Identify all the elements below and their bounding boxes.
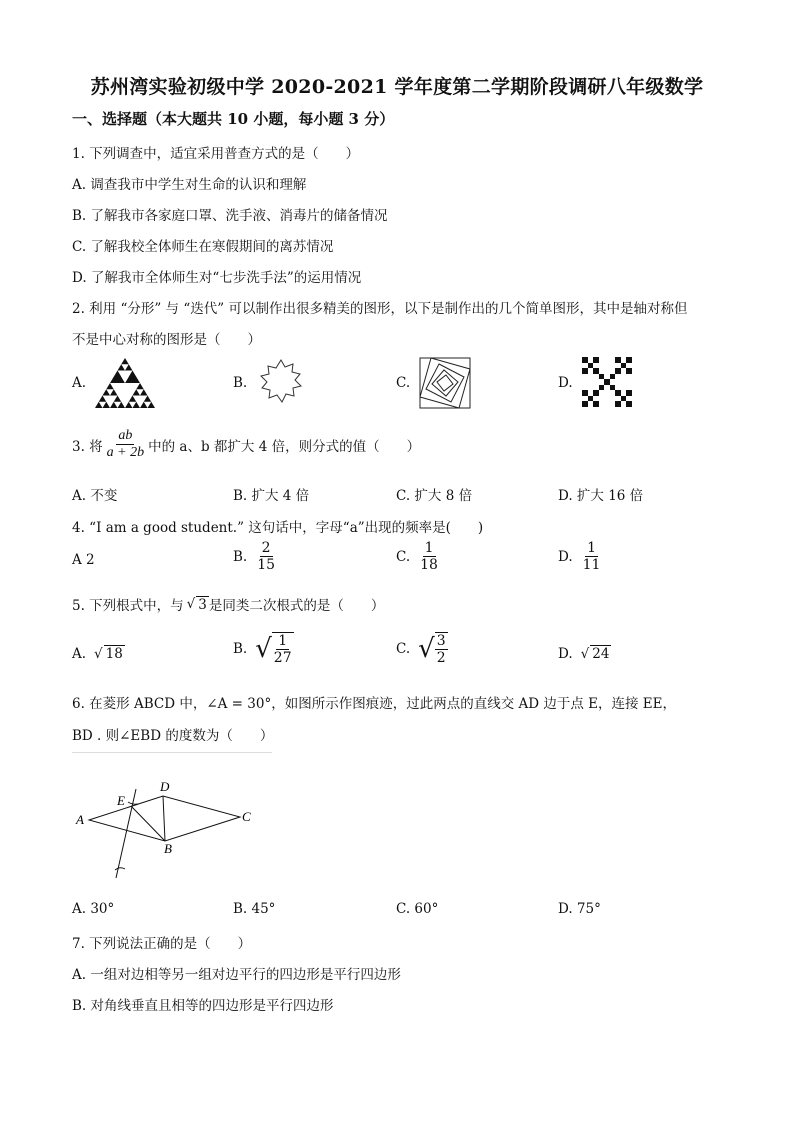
q2-option-d-label: D. [558, 375, 573, 391]
checker-x-fractal-figure [582, 357, 632, 407]
q4-option-c [396, 540, 442, 573]
q4-option-b-numerator: 2 [261, 540, 271, 556]
q6-option-a: A. 30° [72, 901, 115, 917]
q6-option-c: C. 60° [396, 901, 439, 917]
q3-option-a: A. 不变 [72, 488, 118, 504]
q1-stem: 1. 下列调查中，适宜采用普查方式的是（ ） [72, 146, 360, 162]
q5-option-b-fraction [272, 632, 294, 666]
q3-option-d: D. 扩大 16 倍 [558, 488, 644, 504]
q2-option-b-label: B. [233, 375, 248, 391]
q2-option-a-label: A. [72, 375, 87, 391]
nested-squares-figure [419, 357, 471, 409]
q5-option-b-numerator: 1 [278, 633, 288, 649]
q1-option-c: C. 了解我校全体师生在寒假期间的离苏情况 [72, 239, 334, 255]
q4-option-d [558, 540, 604, 573]
q5-option-d-radicand: 24 [592, 646, 610, 662]
q3-stem-pre: 3. 将 [72, 438, 103, 455]
q3-stem-post: 中的 a、b 都扩大 4 倍，则分式的值（ ） [148, 438, 421, 455]
q5-option-b-denominator: 27 [273, 650, 292, 666]
q5-option-c: C. √ $\frac{3}{2}$ [396, 633, 446, 666]
q7-option-b: B. 对角线垂直且相等的四边形是平行四边形 [72, 998, 334, 1014]
page-title: 苏州湾实验初级中学 2020-2021 学年度第二学期阶段调研八年级数学 [90, 76, 704, 98]
q1-option-a: A. 调查我市中学生对生命的认识和理解 [72, 177, 307, 193]
q4-option-b-label: B. [233, 548, 248, 565]
q4-option-d-denominator: 11 [582, 557, 601, 573]
q4-option-c-denominator: 18 [420, 557, 438, 573]
q1-option-b: B. 了解我市各家庭口罩、洗手液、消毒片的储备情况 [72, 208, 388, 224]
q2-stem-line2: 不是中心对称的图形是（ ） [72, 332, 261, 348]
vertex-label-e: E [117, 793, 125, 808]
q5-option-c-denominator: 2 [436, 650, 446, 666]
q4-option-d-numerator: 1 [587, 540, 597, 556]
q2-stem-line1: 2. 利用 “分形” 与 “迭代” 可以制作出很多精美的图形，以下是制作出的几个简单图形，其中是轴对称但 [72, 301, 688, 317]
sierpinski-triangle-figure [94, 357, 156, 409]
q5-option-c-label: C. [396, 641, 411, 657]
q5-stem-post: 是同类二次根式的是（ ） [208, 598, 385, 614]
q5-option-a: A. √ 18 [72, 645, 123, 662]
q4-option-c-numerator: 1 [424, 540, 434, 556]
q5-option-a-radicand: 18 [105, 646, 123, 662]
q3-option-b: B. 扩大 4 倍 [233, 488, 310, 504]
q3-stem [72, 428, 420, 461]
q3-option-c: C. 扩大 8 倍 [396, 488, 473, 504]
q5-option-c-numerator: 3 [436, 633, 446, 649]
q3-fraction-denominator: a + 2b [106, 445, 145, 460]
q5-option-d-label: D. [558, 645, 573, 662]
q5-option-d: D. √ 24 [558, 645, 610, 662]
q4-stem: 4. “I am a good student.” 这句话中，字母“a”出现的频率是( ) [72, 520, 484, 536]
vertex-label-a: A [76, 812, 84, 827]
q5-option-a-label: A. [72, 645, 87, 662]
q6-option-b: B. 45° [233, 901, 276, 917]
q4-option-d-fraction [581, 540, 603, 573]
q5-option-c-fraction [435, 632, 448, 666]
q3-fraction [105, 428, 146, 461]
q5-stem-pre: 5. 下列根式中，与 [72, 598, 184, 614]
q4-option-c-fraction [418, 540, 440, 573]
q2-option-c-label: C. [396, 375, 411, 391]
q4-option-a: A 2 [72, 552, 95, 568]
q6-option-d: D. 75° [558, 901, 601, 917]
q5-radical: 3 [198, 596, 207, 613]
q4-option-b-fraction [255, 540, 277, 573]
q4-option-c-label: C. [396, 548, 411, 565]
q1-option-d: D. 了解我市全体师生对“七步洗手法”的运用情况 [72, 270, 362, 286]
q5-option-b-label: B. [233, 641, 248, 657]
vertex-label-d: D [160, 779, 170, 794]
q6-stem-line1: 6. 在菱形 ABCD 中，∠A = 30°，如图所示作图痕迹，过此两点的直线交 AD 边于点 E，连接 EE， [72, 696, 677, 712]
divider [72, 752, 272, 753]
q6-stem-line2: BD . 则∠EBD 的度数为（ ） [72, 728, 274, 744]
vertex-label-c: C [242, 809, 251, 824]
q7-option-a: A. 一组对边相等另一组对边平行的四边形是平行四边形 [72, 967, 401, 983]
rhombus-construction-figure [72, 775, 272, 885]
vertex-label-b: B [164, 841, 172, 856]
q5-stem: 5. 下列根式中，与 √ 3 是同类二次根式的是（ ） [72, 596, 385, 614]
q5-option-b: B. √ $\frac{1}{27}$ [233, 633, 292, 666]
q7-stem: 7. 下列说法正确的是（ ） [72, 936, 252, 952]
q3-fraction-numerator: ab [118, 428, 133, 443]
q4-option-b [233, 540, 279, 573]
section-heading: 一、选择题（本大题共 10 小题，每小题 3 分） [72, 110, 395, 128]
q4-option-d-label: D. [558, 548, 573, 565]
koch-snowflake-figure [256, 357, 306, 407]
q4-option-b-denominator: 15 [257, 557, 276, 573]
